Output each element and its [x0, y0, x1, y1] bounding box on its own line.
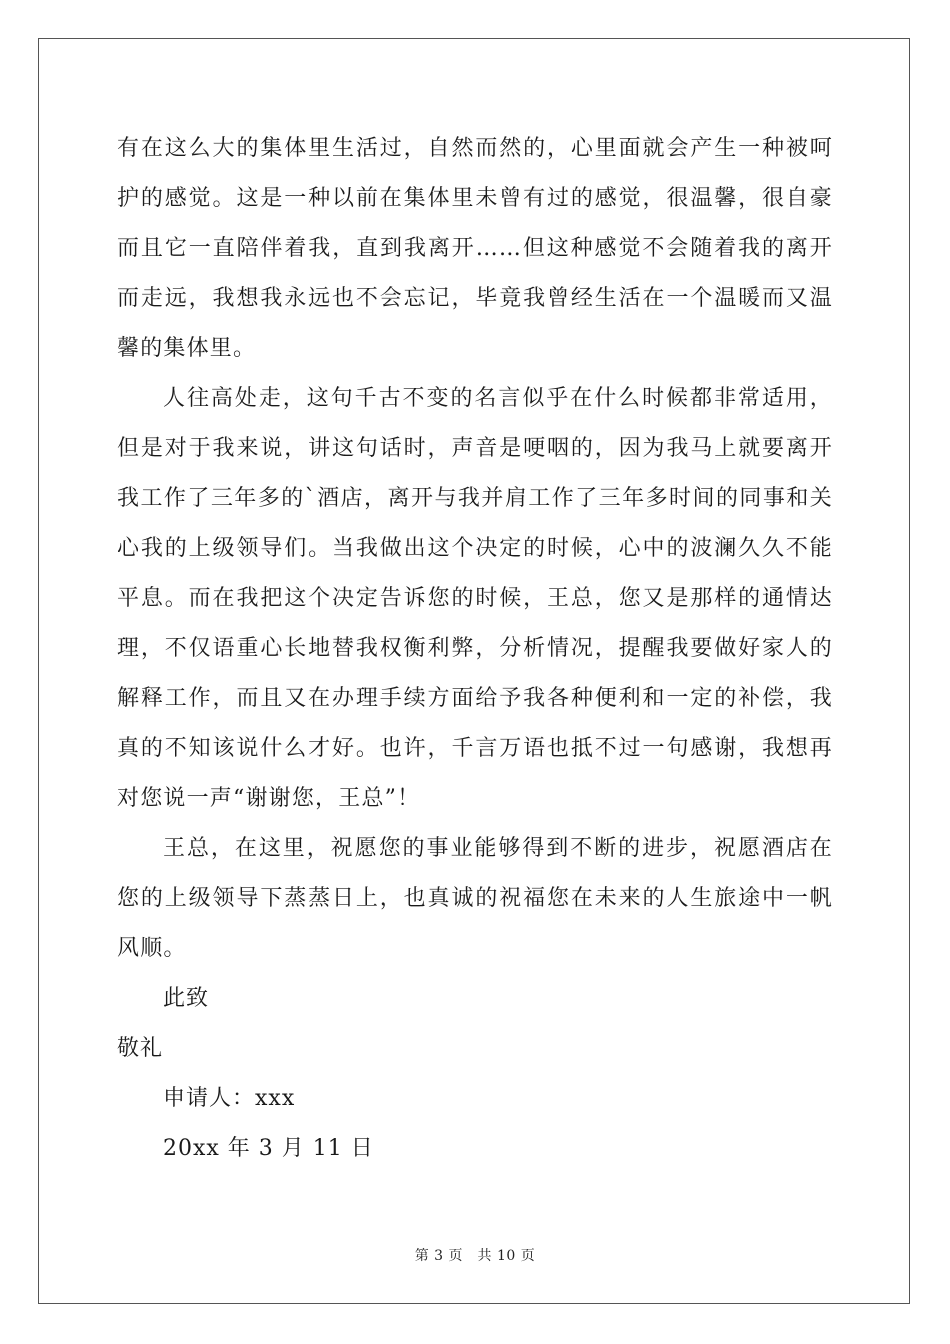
closing-salutation: 此致: [163, 986, 210, 1011]
applicant-signature: 申请人：xxx: [163, 1086, 296, 1111]
letter-body: [117, 124, 833, 1174]
closing-regards: 敬礼: [117, 1036, 164, 1061]
paragraph-continued: 有在这么大的集体里生活过，自然而然的，心里面就会产生一种被呵护的感觉。这是一种以前在集体里未曾有过的感觉，很温馨，很自豪而且它一直陪伴着我，直到我离开……但这种感觉不会随着我的离开而走远，我想我永远也不会忘记，毕竟我曾经生活在一个温暖而又温馨的集体里。: [117, 136, 833, 361]
paragraph-farewell: 人往高处走，这句千古不变的名言似乎在什么时候都非常适用，但是对于我来说，讲这句话时，声音是哽咽的，因为我马上就要离开我工作了三年多的`酒店，离开与我并肩工作了三年多时间的同事和关心我的上级领导们。当我做出这个决定的时候，心中的波澜久久不能平息。而在我把这个决定告诉您的时候，王总，您又是那样的通情达理，不仅语重心长地替我权衡利弊，分析情况，提醒我要做好家人的解释工作，而且又在办理手续方面给予我各种便利和一定的补偿，我真的不知该说什么才好。也许，千言万语也抵不过一句感谢，我想再对您说一声“谢谢您，王总”！: [117, 386, 833, 811]
letter-date: 20xx 年 3 月 11 日: [163, 1136, 374, 1161]
paragraph-wishes: 王总，在这里，祝愿您的事业能够得到不断的进步，祝愿酒店在您的上级领导下蒸蒸日上，也真诚的祝福您在未来的人生旅途中一帆风顺。: [117, 836, 833, 961]
page-number-footer: 第 3 页 共 10 页: [414, 1248, 536, 1264]
